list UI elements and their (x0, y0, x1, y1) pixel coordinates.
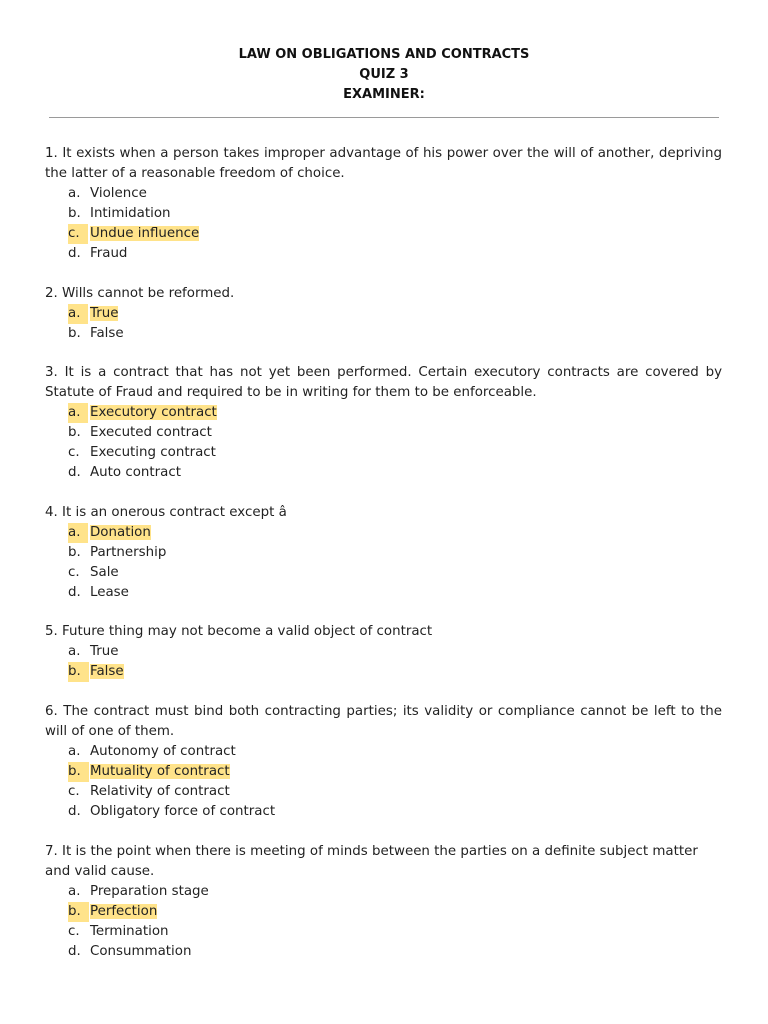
answer-option (45, 662, 722, 682)
option-letter: b. (68, 662, 89, 682)
answer-option (45, 204, 722, 224)
option-letter: c. (68, 564, 80, 580)
option-text: True (90, 305, 119, 321)
option-letter: b. (68, 762, 89, 782)
option-text: Auto contract (90, 465, 181, 481)
option-text: Preparation stage (90, 883, 209, 899)
option-letter: a. (68, 304, 88, 324)
option-letter: d. (68, 803, 81, 819)
answer-option (45, 782, 722, 802)
answer-option (45, 802, 722, 822)
option-letter: b. (68, 325, 81, 341)
question-1 (45, 144, 722, 264)
answer-option (45, 543, 722, 563)
answer-option (45, 942, 722, 962)
answer-option (45, 423, 722, 443)
questions-list (45, 144, 722, 981)
option-text: Relativity of contract (90, 783, 230, 799)
answer-options (45, 304, 722, 344)
option-letter: a. (68, 644, 81, 660)
option-text: False (90, 325, 124, 341)
answer-option (45, 184, 722, 204)
option-letter: d. (68, 465, 81, 481)
option-text: Partnership (90, 544, 167, 560)
question-text: 5. Future thing may not become a valid object of contract (45, 624, 433, 640)
option-text: Sale (90, 564, 119, 580)
answer-option (45, 742, 722, 762)
option-text: Termination (90, 923, 169, 939)
option-letter: c. (68, 224, 88, 244)
option-text: Executing contract (90, 445, 216, 461)
question-text: 1. It exists when a person takes improper advantage of his power over the will of another, depriving the latter of a reasonable freedom of choice. (45, 146, 722, 181)
option-text: True (90, 644, 119, 660)
option-text: Autonomy of contract (90, 743, 236, 759)
examiner-label: EXAMINER: (343, 87, 425, 102)
option-letter: c. (68, 783, 80, 799)
answer-options (45, 403, 722, 483)
question-text: 6. The contract must bind both contracting parties; its validity or compliance cannot be left to the will of one of them. (45, 703, 722, 739)
option-text: Perfection (90, 903, 158, 919)
option-text: Executed contract (90, 425, 212, 441)
quiz-number: QUIZ 3 (359, 67, 409, 82)
question-text: 2. Wills cannot be reformed. (45, 285, 235, 301)
option-letter: a. (68, 186, 81, 201)
option-letter: d. (68, 246, 81, 261)
question-text: 3. It is a contract that has not yet been performed. Certain executory contracts are covered by Statute of Fraud and required to be in writing for them to be enforceable. (45, 365, 722, 401)
answer-option (45, 762, 722, 782)
answer-option (45, 463, 722, 483)
answer-option (45, 882, 722, 902)
answer-option (45, 922, 722, 942)
option-letter: c. (68, 923, 80, 939)
answer-options (45, 742, 722, 822)
option-letter: b. (68, 902, 89, 922)
answer-option (45, 523, 722, 543)
question-7 (45, 842, 722, 962)
option-letter: c. (68, 445, 80, 461)
answer-option (45, 304, 722, 324)
option-text: Lease (90, 584, 129, 600)
option-text: Donation (90, 524, 151, 540)
option-text: Intimidation (90, 206, 171, 221)
answer-options (45, 184, 722, 264)
document-title: LAW ON OBLIGATIONS AND CONTRACTS (238, 47, 530, 62)
question-5 (45, 622, 722, 682)
option-text: Executory contract (90, 405, 217, 421)
answer-option (45, 563, 722, 583)
answer-option (45, 642, 722, 662)
question-6 (45, 702, 722, 822)
option-letter: b. (68, 544, 81, 560)
option-letter: a. (68, 743, 81, 759)
header-divider (49, 117, 719, 118)
answer-option (45, 403, 722, 423)
answer-option (45, 224, 722, 244)
option-letter: b. (68, 206, 81, 221)
option-letter: a. (68, 403, 88, 423)
answer-options (45, 642, 722, 682)
question-4 (45, 503, 722, 603)
answer-option (45, 324, 722, 344)
option-text: Undue influence (90, 226, 200, 241)
question-3 (45, 363, 722, 483)
option-letter: a. (68, 883, 81, 899)
option-letter: b. (68, 425, 81, 441)
option-letter: d. (68, 584, 81, 600)
option-letter: d. (68, 943, 81, 959)
option-text: Obligatory force of contract (90, 803, 276, 819)
question-2 (45, 284, 722, 344)
option-text: Mutuality of contract (90, 763, 230, 779)
option-letter: a. (68, 523, 88, 543)
option-text: Fraud (90, 246, 128, 261)
answer-options (45, 882, 722, 962)
question-text: 7. It is the point when there is meeting of minds between the parties on a definite subject matter and valid cause. (45, 843, 698, 879)
option-text: Consummation (90, 943, 192, 959)
answer-option (45, 244, 722, 264)
answer-option (45, 583, 722, 603)
answer-option (45, 902, 722, 922)
option-text: False (90, 664, 124, 680)
document-header (0, 45, 768, 105)
answer-options (45, 523, 722, 603)
answer-option (45, 443, 722, 463)
question-text: 4. It is an onerous contract except â (45, 504, 287, 520)
option-text: Violence (90, 186, 147, 201)
